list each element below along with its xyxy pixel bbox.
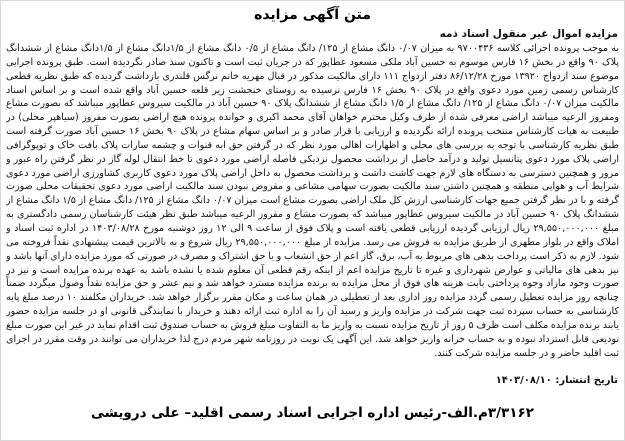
official-signature: ۳/۳۱۶۲م.الف-رئیس اداره اجرایی اسناد رسمی اقلید– علی درویشی xyxy=(90,405,535,421)
notice-body: به موجب پرونده اجرائی کلاسه ۹۷۰۰۴۳۶ به میزان ۰/۰۷ دانگ مشاع از ۱۲۵/ دانگ مشاع از ۰/۵ دانگ مشاع از ۱/۵دانگ مشاع از ۱/۵دانگ مشاع از ششدانگ پلاک ۹۰ واقع در بخش ۱۶ فارس موسوم به حسین آباد ملکی مسعود عطاپور که در جریان ثبت است و تاکنون سند صادر نگردیده است. طبق پرونده اجرایی موضوع سند ازدواج ۱۳۹۲۰ مورخ ۸۶/۱۲/۲۸ دفتر ازدواج ۱۱۱ دارای مالکیت مذکور در قبال مهریه خانم نرگس قلندری بازداشت گردیده که طبق نظریه قطعی کارشناس رسمی زمین مورد دعوی واقع در پلاک ۹۰ بخش ۱۶ فارس نرسیده به روستای خنجشت زیر قلعه حسین آباد واقع شده است و بر اساس اسناد مالکیت میزان ۰/۰۷ دانگ مشاع از ۱۲۵/ دانگ مشاع از ۱/۵ دانگ مشاع از ششدانگ پلاک ۹۰ حسین آباد در مالکیت سیروس عطاپور میباشد که بصورت مشاع ومفروز الرعیه میباشد اراضی معرفی شده از طرف وکیل محترم خواهان آقای محمد اکبری و خوانده پرونده هیچ اراضی بصورت مفروز (سیاهپر محلی) در طبیعت به هیات کارشناس منتخب پرونده ارائه نگردیده و ارزیابی با قرار صادر و بر اساس سهام مشاع در پلاک ۹۰ بخش ۱۶ حسین آباد صورت گرفته است طبق نظریه کارشناسی با توجه به بررسی های محلی و اظهارات اهالی مورد نظر که در گرفتن حق ابه قنوات و چشمه سارات پلاک بافت خاک و توپوگرافی اراضی پلاک مورد دعوی پتانسیل تولید و درآمد حاصل از برداشت محصول نزدیکی فاصله اراضی مورد دعوی تا خط انتقال لوله گاز در نظر گرفتن راه عبور و مرور و همچنین دسترسی به دستگاه های لازم جهت کاشت داشت و برداشت محصول به داخل اراضی پلاک مورد دعوی کاربری کشاورزی اراضی مورد دعوی شرایط آب و هوایی منطقه و همچنین داشتن سند مالکیت بصورت سهامی مشاعی و مفروض نبودن سند مالکیت اراضی مورد دعوی تحقیقات محلی صورت گرفته و با در نظر گرفتن جمیع جهات کارشناسی ارزش کل ملک اراضی بصورت مشاع است میزان ۰/۰۷ دانگ مشاع از ۱۲۵/ دانگ مشاع از ۱/۵ دانگ مشاع از ششدانگ پلاک ۹۰ حسین آباد در مالکیت سیروس عطاپور میباشد که بصورت مشاع و مفروز الرعیه میباشد طبق نظر هیئت کارشناسان رسمی دادگستری به مبلغ ۲۹,۵۵۰,۰۰۰,۰۰۰ ریال ارزیابی گردیده ارزیابی قطعی یافته است و پلاک فوق از ساعت ۹ الی ۱۲ روز دوشنبه مورخ ۱۴۰۳/۰۸/۲۸ در اداره ثبت اسناد و املاک واقع در بلوار مطهری از طریق مزایده به فروش می رسد. مزایده از مبلغ ۲۹,۵۵۰,۰۰۰,۰۰۰ ریال شروع و به بالاترین قیمت پیشنهادی نقداً فروخته می شود. لازم به ذکر است پرداخت بدهی های مربوط به آب، برق، گاز اعم از حق انشعاب و یا حق اشتراک و مصرف در صورتی که مورد مزایده دارای آنها باشد و نیز بدهی های مالیاتی و عوارض شهرداری و غیره تا تاریخ مزایده اعم از اینکه رقم قطعی آن معلوم شده یا نشده باشد به عهده برنده مزایده است و نیز در صورت وجود مازاد وجوه پرداختی بابت هزینه های فوق از محل مزایده به برنده مزایده مسترد خواهد شد و نیم عشر و حق مزایده نقداً وصول میگردد ضمناً چنانچه روز مزایده تعطیل رسمی گردد مزایده روز اداری بعد از تعطیلی در همان ساعت و مکان مقرر برگزار خواهد شد. خریداران مکلفند ۱۰ درصد مبلغ پایه کارشناسی به حساب سپرده ثبت جهت شرکت در مزایده واریز و رسید آن را به اداره ثبت ارائه دهند و خریدار با نمایندگی قانونی او در جلسه مزایده حضور یابند برنده مزایده مکلف است ظرف ۵ روز از تاریخ مزایده نسبت به واریز ما به التفاوت مبلغ فروش به حساب صندوق ثبت اقدام نماید در غیر این صورت مبلغ تودیعی قابل استرداد نبوده و به حساب خزانه واریز خواهد شد. این آگهی یک نوبت در روزنامه شهر مردم درج لذا خریداران می توانند در وقت مقرر در اجرای ثبت اقلید حاضر و در جلسه مزایده شرکت کنند. xyxy=(6,43,619,359)
notice-title: متن آگهی مزایده xyxy=(254,7,371,23)
notice-subtitle: مزایده اموال غیر منقول اسناد ذمه xyxy=(439,28,618,40)
publication-date: تاریخ انتشار: ۱۴۰۳/۰۸/۱۰ xyxy=(495,375,618,386)
